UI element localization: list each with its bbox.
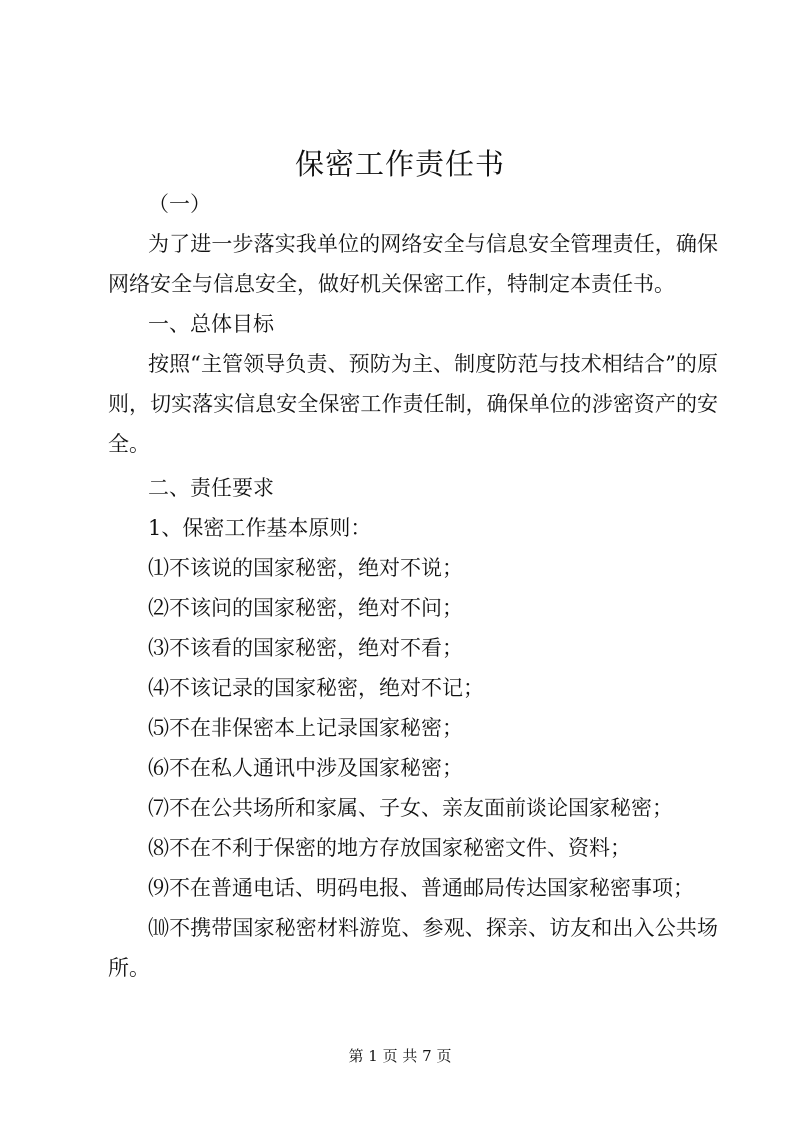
page-footer: 第 1 页 共 7 页 (348, 1047, 452, 1065)
section-marker: （一） (148, 192, 211, 216)
document-title: 保密工作责任书 (294, 147, 505, 181)
principle-item: ⑻不在不利于保密的地方存放国家秘密文件、资料； (148, 836, 631, 860)
heading-overall-goal: 一、总体目标 (148, 312, 274, 336)
principle-item: ⑵不该问的国家秘密，绝对不问； (148, 596, 463, 620)
heading-responsibility-requirements: 二、责任要求 (148, 476, 274, 500)
principle-item: ⑷不该记录的国家秘密，绝对不记； (148, 676, 484, 700)
principle-item: ⑺不在公共场所和家属、子女、亲友面前谈论国家秘密； (148, 796, 673, 820)
principle-item: ⑹不在私人通讯中涉及国家秘密； (148, 756, 463, 780)
principle-item: ⑴不该说的国家秘密，绝对不说； (148, 556, 463, 580)
principle-item: ⑼不在普通电话、明码电报、普通邮局传达国家秘密事项； (148, 876, 694, 900)
subheading-basic-principles: 1、保密工作基本原则： (148, 516, 372, 540)
goal-paragraph: 按照“主管领导负责、预防为主、制度防范与技术相结合”的原则，切实落实信息安全保密工作责任制，确保单位的涉密资产的安全。 (108, 352, 718, 456)
principle-item: ⑶不该看的国家秘密，绝对不看； (148, 636, 463, 660)
principle-item: ⑽不携带国家秘密材料游览、参观、探亲、访友和出入公共场所。 (108, 916, 718, 980)
document-body (108, 184, 718, 988)
intro-paragraph: 为了进一步落实我单位的网络安全与信息安全管理责任，确保网络安全与信息安全，做好机关保密工作，特制定本责任书。 (108, 232, 718, 296)
principle-item: ⑸不在非保密本上记录国家秘密； (148, 716, 463, 740)
